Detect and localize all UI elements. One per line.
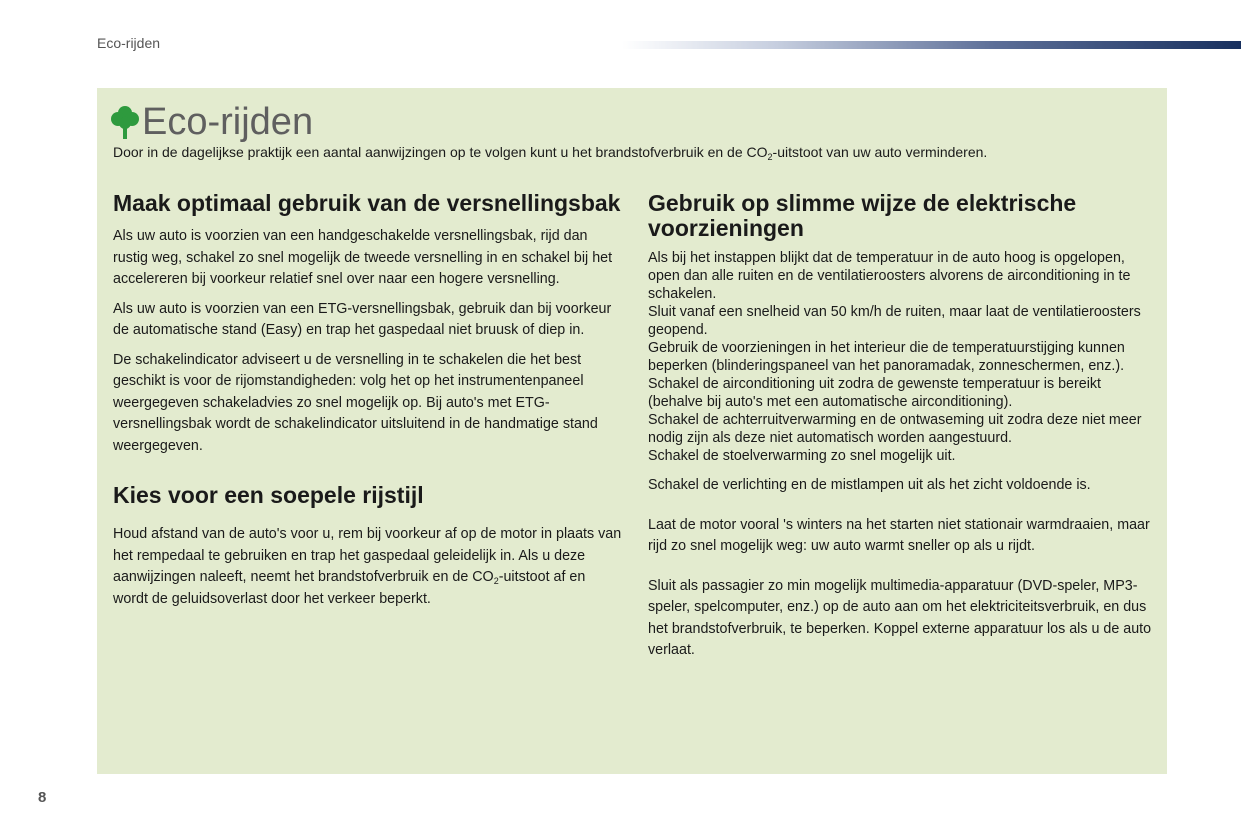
electrical-tip-line: Gebruik de voorzieningen in het interieur die de temperatuurstijging kunnen beperken (blinderingspaneel van het panoramadak, zonneschermen, enz.). bbox=[648, 340, 1125, 374]
engine-tip: Laat de motor vooral 's winters na het starten niet stationair warmdraaien, maar rijd zo snel mogelijk weg: uw auto warmt sneller op als u rijdt. bbox=[648, 516, 1150, 554]
gearbox-heading: Maak optimaal gebruik van de versnellingsbak bbox=[113, 190, 621, 216]
electrical-tip-line: Als bij het instappen blijkt dat de temperatuur in de auto hoog is opgelopen, open dan alle ruiten en de ventilatieroosters alvorens de airconditioning in te schakelen. bbox=[648, 250, 1131, 302]
multimedia-tip: Sluit als passagier zo min mogelijk multimedia-apparatuur (DVD-speler, MP3-speler, spelcomputer, enz.) op de auto aan om het elektriciteitsverbruik, en dus het brandstofverbruik, te beperken. Koppel externe apparatuur los als u de auto verlaat. bbox=[648, 577, 1152, 658]
page-number: 8 bbox=[38, 789, 47, 806]
electrical-tip-line: Schakel de airconditioning uit zodra de gewenste temperatuur is bereikt (behalve bij auto's met een automatische airconditioning). bbox=[648, 376, 1101, 410]
electrical-tip-line: Schakel de stoelverwarming zo snel mogelijk uit. bbox=[648, 448, 956, 464]
lights-tip: Schakel de verlichting en de mistlampen uit als het zicht voldoende is. bbox=[648, 477, 1091, 493]
gearbox-paragraph: Als uw auto is voorzien van een ETG-versnellingsbak, gebruik dan bij voorkeur de automatische stand (Easy) en trap het gaspedaal niet bruusk of diep in. bbox=[113, 300, 612, 338]
eco-panel bbox=[97, 88, 1167, 774]
driving-style-heading: Kies voor een soepele rijstijl bbox=[113, 482, 424, 508]
electrical-tip-line: Sluit vanaf een snelheid van 50 km/h de ruiten, maar laat de ventilatieroosters geopend. bbox=[648, 304, 1141, 338]
panel-title-row bbox=[110, 100, 313, 144]
electrical-tip-line: Schakel de achterruitverwarming en de ontwaseming uit zodra deze niet meer nodig zijn als deze niet automatisch worden aangestuurd. bbox=[648, 412, 1142, 446]
intro-text: Door in de dagelijkse praktijk een aantal aanwijzingen op te volgen kunt u het brandstofverbruik en de $CO_2$-uitstoot van uw auto verminderen. bbox=[113, 144, 988, 162]
running-header: Eco-rijden bbox=[97, 35, 161, 51]
left-column bbox=[113, 191, 623, 610]
panel-title: Eco-rijden bbox=[142, 101, 314, 143]
driving-style-paragraph: Houd afstand van de auto's voor u, rem bij voorkeur af op de motor in plaats van het rempedaal te gebruiken en trap het gaspedaal geleidelijk in. Als u deze aanwijzingen naleeft, neemt het brandstofverbruik en de $CO_2$-uitstoot af en wordt de geluidsoverlast door het verkeer beperkt. bbox=[113, 526, 622, 607]
gearbox-paragraph: De schakelindicator adviseert u de versnelling in te schakelen die het best geschikt is voor de rijomstandigheden: volg het op het instrumentenpaneel weergegeven schakeladvies zo snel mogelijk op. Bij auto's met ETG-versnellingsbak wordt de schakelindicator uitsluitend in de handmatige stand weergegeven. bbox=[113, 351, 598, 454]
gearbox-paragraph: Als uw auto is voorzien van een handgeschakelde versnellingsbak, rijd dan rustig weg, schakel zo snel mogelijk de tweede versnelling in en schakel bij het accelereren bij voorkeur relatief snel over naar een hogere versnelling. bbox=[113, 228, 613, 287]
tree-icon bbox=[110, 105, 140, 139]
header-gradient-bar bbox=[622, 41, 1241, 49]
right-column bbox=[648, 191, 1158, 662]
electrical-heading: Gebruik op slimme wijze de elektrische voorzieningen bbox=[648, 190, 1077, 241]
electrical-tips bbox=[648, 249, 1158, 465]
